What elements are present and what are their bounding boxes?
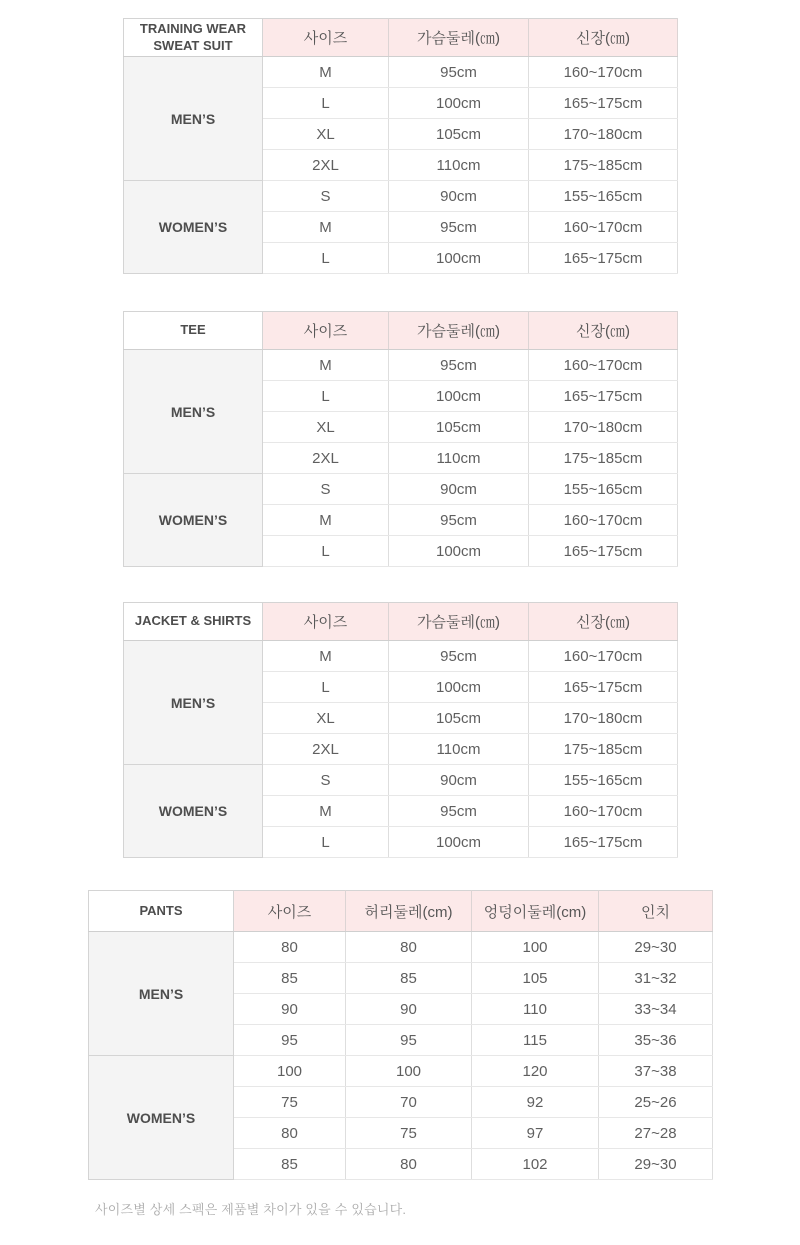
size-cell: 29~30 (599, 932, 713, 963)
size-cell: M (263, 505, 389, 536)
size-cell: S (263, 181, 389, 212)
size-cell: 160~170cm (529, 796, 678, 827)
size-cell: 110cm (389, 734, 529, 765)
size-cell: 90 (346, 994, 472, 1025)
group-label: MEN’S (124, 350, 263, 474)
size-cell: 120 (472, 1056, 599, 1087)
size-cell: 80 (234, 1118, 346, 1149)
size-cell: 100cm (389, 827, 529, 858)
column-header: 가슴둘레(㎝) (389, 603, 529, 641)
size-cell: 90cm (389, 765, 529, 796)
size-cell: 31~32 (599, 963, 713, 994)
size-cell: 175~185cm (529, 734, 678, 765)
column-header: 신장(㎝) (529, 603, 678, 641)
size-cell: M (263, 212, 389, 243)
size-cell: 110cm (389, 443, 529, 474)
size-cell: M (263, 57, 389, 88)
table-title: TEE (124, 312, 263, 350)
size-table-pants (88, 890, 713, 1180)
column-header: 엉덩이둘레(cm) (472, 891, 599, 932)
size-cell: 80 (346, 932, 472, 963)
size-cell: 165~175cm (529, 243, 678, 274)
group-label: MEN’S (89, 932, 234, 1056)
column-header: 사이즈 (263, 312, 389, 350)
size-cell: 90cm (389, 181, 529, 212)
column-header: 사이즈 (263, 603, 389, 641)
size-cell: XL (263, 703, 389, 734)
group-label: MEN’S (124, 57, 263, 181)
size-cell: 160~170cm (529, 350, 678, 381)
size-cell: 75 (234, 1087, 346, 1118)
size-cell: 95cm (389, 796, 529, 827)
size-cell: L (263, 243, 389, 274)
size-table-training-wear-sweat-suit (123, 18, 678, 274)
size-cell: 95 (234, 1025, 346, 1056)
size-cell: 100cm (389, 381, 529, 412)
size-cell: L (263, 827, 389, 858)
table-title: PANTS (89, 891, 234, 932)
size-cell: 105cm (389, 703, 529, 734)
size-cell: 85 (234, 963, 346, 994)
size-table-tee (123, 311, 678, 567)
column-header: 사이즈 (263, 19, 389, 57)
column-header: 신장(㎝) (529, 19, 678, 57)
column-header: 인치 (599, 891, 713, 932)
size-cell: 95cm (389, 350, 529, 381)
size-cell: 27~28 (599, 1118, 713, 1149)
size-cell: 100 (234, 1056, 346, 1087)
size-cell: 100 (346, 1056, 472, 1087)
size-cell: 175~185cm (529, 150, 678, 181)
size-cell: 100 (472, 932, 599, 963)
group-label: WOMEN’S (124, 181, 263, 274)
size-cell: M (263, 350, 389, 381)
size-cell: 100cm (389, 536, 529, 567)
size-cell: 80 (346, 1149, 472, 1180)
column-header: 가슴둘레(㎝) (389, 312, 529, 350)
size-cell: 165~175cm (529, 672, 678, 703)
group-label: WOMEN’S (124, 765, 263, 858)
size-cell: 165~175cm (529, 381, 678, 412)
size-cell: 85 (234, 1149, 346, 1180)
size-cell: XL (263, 412, 389, 443)
size-cell: 105cm (389, 412, 529, 443)
size-cell: 165~175cm (529, 536, 678, 567)
size-cell: 2XL (263, 443, 389, 474)
size-cell: 175~185cm (529, 443, 678, 474)
size-cell: 155~165cm (529, 765, 678, 796)
size-cell: 100cm (389, 672, 529, 703)
column-header: 가슴둘레(㎝) (389, 19, 529, 57)
size-cell: 97 (472, 1118, 599, 1149)
size-cell: S (263, 765, 389, 796)
size-cell: 105 (472, 963, 599, 994)
size-cell: 35~36 (599, 1025, 713, 1056)
size-cell: 25~26 (599, 1087, 713, 1118)
size-cell: 29~30 (599, 1149, 713, 1180)
group-label: WOMEN’S (89, 1056, 234, 1180)
size-cell: M (263, 796, 389, 827)
size-cell: S (263, 474, 389, 505)
size-cell: 37~38 (599, 1056, 713, 1087)
size-cell: 110 (472, 994, 599, 1025)
group-label: MEN’S (124, 641, 263, 765)
size-cell: 2XL (263, 734, 389, 765)
footnote: 사이즈별 상세 스펙은 제품별 차이가 있을 수 있습니다. (95, 1202, 407, 1217)
size-table-jacket-shirts (123, 602, 678, 858)
size-cell: 155~165cm (529, 181, 678, 212)
size-cell: 170~180cm (529, 119, 678, 150)
size-cell: M (263, 641, 389, 672)
size-cell: XL (263, 119, 389, 150)
size-cell: 102 (472, 1149, 599, 1180)
size-cell: 115 (472, 1025, 599, 1056)
size-cell: 75 (346, 1118, 472, 1149)
size-cell: 90cm (389, 474, 529, 505)
size-cell: 80 (234, 932, 346, 963)
size-cell: 90 (234, 994, 346, 1025)
size-cell: 155~165cm (529, 474, 678, 505)
size-cell: 100cm (389, 243, 529, 274)
size-cell: 2XL (263, 150, 389, 181)
size-cell: 70 (346, 1087, 472, 1118)
size-cell: 165~175cm (529, 827, 678, 858)
group-label: WOMEN’S (124, 474, 263, 567)
size-cell: 170~180cm (529, 412, 678, 443)
size-cell: 95cm (389, 57, 529, 88)
size-cell: L (263, 88, 389, 119)
size-cell: 105cm (389, 119, 529, 150)
size-cell: 170~180cm (529, 703, 678, 734)
size-cell: 110cm (389, 150, 529, 181)
size-cell: 95 (346, 1025, 472, 1056)
size-cell: 92 (472, 1087, 599, 1118)
size-cell: 85 (346, 963, 472, 994)
size-cell: 160~170cm (529, 641, 678, 672)
size-cell: 95cm (389, 212, 529, 243)
table-title: JACKET & SHIRTS (124, 603, 263, 641)
size-cell: 165~175cm (529, 88, 678, 119)
size-cell: 95cm (389, 505, 529, 536)
size-cell: L (263, 536, 389, 567)
size-cell: 160~170cm (529, 57, 678, 88)
table-title: TRAINING WEAR SWEAT SUIT (124, 19, 263, 57)
size-cell: L (263, 672, 389, 703)
size-cell: 95cm (389, 641, 529, 672)
column-header: 신장(㎝) (529, 312, 678, 350)
column-header: 허리둘레(cm) (346, 891, 472, 932)
size-cell: 160~170cm (529, 212, 678, 243)
size-cell: 160~170cm (529, 505, 678, 536)
size-cell: 33~34 (599, 994, 713, 1025)
size-cell: L (263, 381, 389, 412)
column-header: 사이즈 (234, 891, 346, 932)
size-cell: 100cm (389, 88, 529, 119)
